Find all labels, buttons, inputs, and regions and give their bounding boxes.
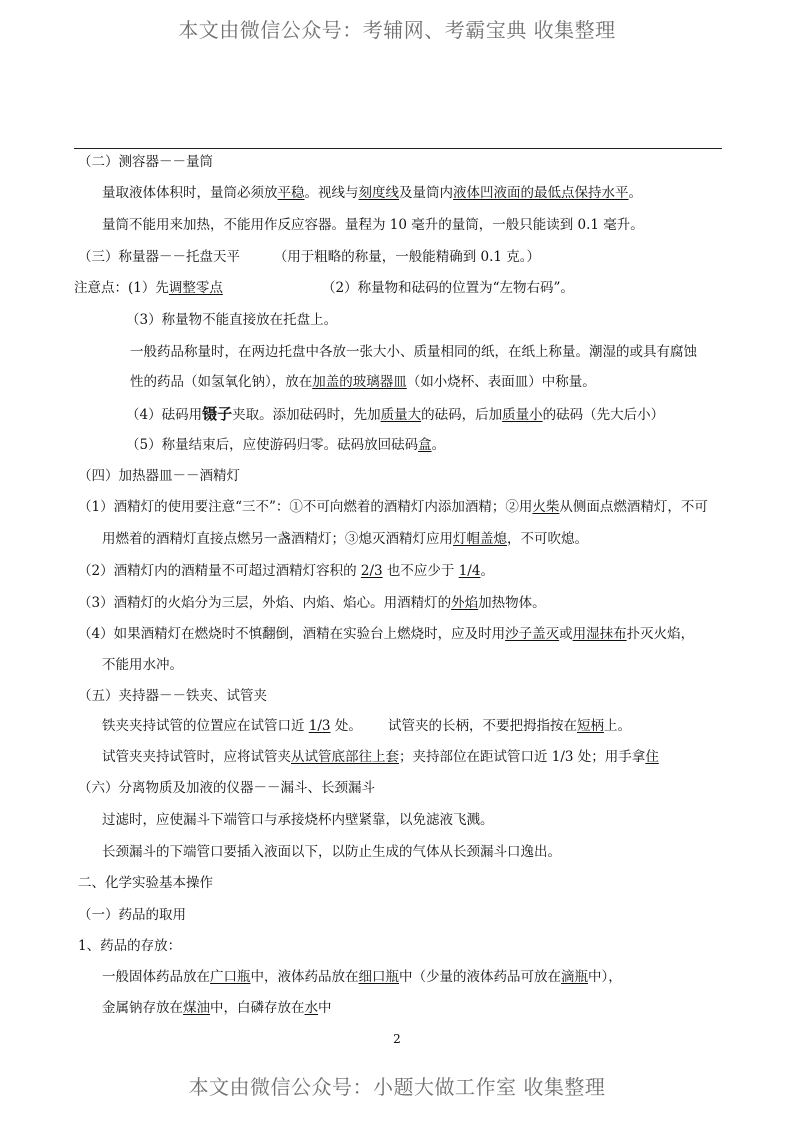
text-run: 中 xyxy=(318,1000,332,1016)
text-run: 。 xyxy=(628,185,642,201)
paragraph-line xyxy=(102,184,642,202)
text-run: 中）， xyxy=(588,969,622,985)
text-run: （五）夹持器－－铁夹、试管夹 xyxy=(78,688,267,704)
paragraph-line xyxy=(102,216,644,234)
paragraph-line xyxy=(130,343,697,361)
text-run: 一般药品称量时，在两边托盘中各放一张大小、质量相同的纸，在纸上称量。潮湿的或具有腐蚀 xyxy=(130,344,697,360)
paragraph-line xyxy=(102,656,183,674)
text-run: （1）酒精灯的使用要注意“三不”：①不可向燃着的酒精灯内添加酒精；②用 xyxy=(78,499,533,515)
text-run: 扑灭火焰， xyxy=(626,626,695,642)
underlined-term: 质量大 xyxy=(380,407,422,423)
underlined-term: 质量小 xyxy=(502,407,543,423)
paragraph-line xyxy=(74,279,223,297)
subheading-storage xyxy=(78,937,181,955)
text-run: （2）酒精灯内的酒精量不可超过酒精灯容积的 xyxy=(78,563,361,579)
text-run: 处。 xyxy=(330,718,362,734)
paragraph-line xyxy=(102,717,362,735)
text-run: 用燃着的酒精灯直接点燃另一盏酒精灯；③熄灭酒精灯应用 xyxy=(102,531,453,547)
text-run: ；夹持部位在距试管口近 1/3 处；用手拿 xyxy=(399,749,646,765)
underlined-term: 灯帽盖熄 xyxy=(453,531,507,547)
text-run: 试管夹的长柄，不要把拇指按在 xyxy=(388,718,577,734)
paragraph-line xyxy=(102,843,561,861)
underlined-term: 用湿抹布 xyxy=(572,626,627,642)
text-run: （如小烧杯、表面皿）中称量。 xyxy=(406,374,596,390)
paragraph-line xyxy=(126,311,337,329)
text-run: 上。 xyxy=(604,718,631,734)
text-run: 。 xyxy=(431,437,446,453)
underlined-term: 细口瓶 xyxy=(358,969,399,985)
underlined-term: 煤油 xyxy=(183,1000,210,1016)
paragraph-line xyxy=(102,811,494,829)
chapter-heading-basic-operations xyxy=(78,874,213,892)
text-run: 长颈漏斗的下端管口要插入液面以下，以防止生成的气体从长颈漏斗口逸出。 xyxy=(102,844,561,860)
underlined-term: 1/3 xyxy=(308,718,331,734)
text-run: （4）砝码用 xyxy=(126,407,203,423)
underlined-term: 外焰 xyxy=(451,595,479,611)
text-run: （2）称量物和砝码的位置为“左物右码”。 xyxy=(322,280,574,296)
section-heading-alcohol-lamp xyxy=(78,467,240,485)
underlined-term: 短柄 xyxy=(577,718,604,734)
text-run: 注意点：(1）先 xyxy=(74,280,169,296)
underlined-term: 广口瓶 xyxy=(210,969,251,985)
underlined-term: 调整零点 xyxy=(168,280,223,296)
paragraph-line xyxy=(78,594,546,612)
text-run: 性的药品（如氢氧化钠），放在 xyxy=(130,374,313,390)
paragraph-line xyxy=(102,968,622,986)
underlined-term: 火柴 xyxy=(532,499,560,515)
text-run: 不能用水冲。 xyxy=(102,657,183,673)
text-run: 过滤时，应使漏斗下端管口与承接烧杯内壁紧靠，以免滤液飞溅。 xyxy=(102,812,494,828)
page-number: 2 xyxy=(393,1032,401,1046)
paragraph-line xyxy=(322,279,574,297)
underlined-term: 1/4 xyxy=(458,563,481,579)
paragraph-line xyxy=(102,748,659,766)
underlined-term: 2/3 xyxy=(360,563,383,579)
text-run: 加热物体。 xyxy=(478,595,546,611)
paragraph-line xyxy=(126,436,445,454)
header-rule xyxy=(74,148,722,149)
text-run: 二、化学实验基本操作 xyxy=(78,875,213,891)
section-heading-taking-reagents xyxy=(78,906,186,924)
underlined-term: 加盖的玻璃器皿 xyxy=(312,374,407,390)
text-run: 一般固体药品放在 xyxy=(102,969,210,985)
text-run: （4）如果酒精灯在燃烧时不慎翻倒，酒精在实验台上燃烧时，应及时用 xyxy=(78,626,506,642)
paragraph-line xyxy=(78,625,694,643)
text-run: 的砝码，后加 xyxy=(421,407,503,423)
text-run: 中（少量的液体药品可放在 xyxy=(399,969,561,985)
text-run: （5）称量结束后，应使游码归零。砝码放回砝码 xyxy=(126,437,419,453)
text-run: 中，液体药品放在 xyxy=(250,969,359,985)
section-heading-measuring-cylinder xyxy=(78,153,213,171)
underlined-term: 盒 xyxy=(418,437,432,453)
text-run: 也不应少于 xyxy=(382,563,459,579)
paragraph-line xyxy=(78,562,494,580)
text-run: （3）酒精灯的火焰分为三层，外焰、内焰、焰心。用酒精灯的 xyxy=(78,595,452,611)
text-run: （六）分离物质及加液的仪器－－漏斗、长颈漏斗 xyxy=(78,780,375,796)
text-run: 中，白磷存放在 xyxy=(210,1000,305,1016)
paragraph-line xyxy=(102,530,588,548)
underlined-term: 从试管底部往上套 xyxy=(291,749,399,765)
underlined-term: 滴瓶 xyxy=(561,969,588,985)
underlined-term: 沙子盖灭 xyxy=(505,626,560,642)
section-heading-funnels xyxy=(78,779,375,797)
text-run: 量取液体体积时，量筒必须放 xyxy=(102,185,278,201)
watermark-top: 本文由微信公众号：考辅网、考霸宝典 收集整理 xyxy=(178,18,616,42)
text-run: 量筒不能用来加热，不能用作反应容器。量程为 10 毫升的量筒，一般只能读到 0.1 毫升。 xyxy=(102,217,644,233)
paragraph-line xyxy=(388,717,631,735)
text-run: ，不可吹熄。 xyxy=(507,531,588,547)
watermark-bottom: 本文由微信公众号：小题大做工作室 收集整理 xyxy=(188,1075,606,1099)
underlined-term: 住 xyxy=(645,749,659,765)
underlined-term: 平稳 xyxy=(277,185,305,201)
text-run: （一）药品的取用 xyxy=(78,907,186,923)
text-run: 金属钠存放在 xyxy=(102,1000,183,1016)
section-heading-clamps xyxy=(78,687,267,705)
text-run: 及量筒内 xyxy=(399,185,453,201)
paragraph-line xyxy=(78,498,708,516)
underlined-term: 液体凹液面的最低点保持水平 xyxy=(453,185,629,201)
section-heading-balance xyxy=(78,248,540,266)
bold-term: 镊子 xyxy=(202,405,233,423)
text-run: 夹取。添加砝码时，先加 xyxy=(232,407,381,423)
text-run: 的砝码（先大后小） xyxy=(542,407,665,423)
text-run: 。 xyxy=(480,563,494,579)
text-run: 铁夹夹持试管的位置应在试管口近 xyxy=(102,718,309,734)
text-run: （四）加热器皿－－酒精灯 xyxy=(78,468,240,484)
underlined-term: 刻度线 xyxy=(358,185,399,201)
text-run: 。视线与 xyxy=(304,185,359,201)
text-run: 试管夹夹持试管时，应将试管夹 xyxy=(102,749,291,765)
underlined-term: 水 xyxy=(304,1000,318,1016)
text-run: （三）称量器－－托盘天平 （用于粗略的称量，一般能精确到 0.1 克。） xyxy=(78,249,541,265)
text-run: （3）称量物不能直接放在托盘上。 xyxy=(126,312,338,328)
paragraph-line xyxy=(126,405,664,424)
text-run: 1、药品的存放： xyxy=(78,938,182,954)
text-run: （二）测容器－－量筒 xyxy=(78,154,213,170)
paragraph-line xyxy=(130,373,596,391)
paragraph-line xyxy=(102,999,332,1017)
text-run: 从侧面点燃酒精灯，不可 xyxy=(559,499,708,515)
text-run: 或 xyxy=(559,626,573,642)
